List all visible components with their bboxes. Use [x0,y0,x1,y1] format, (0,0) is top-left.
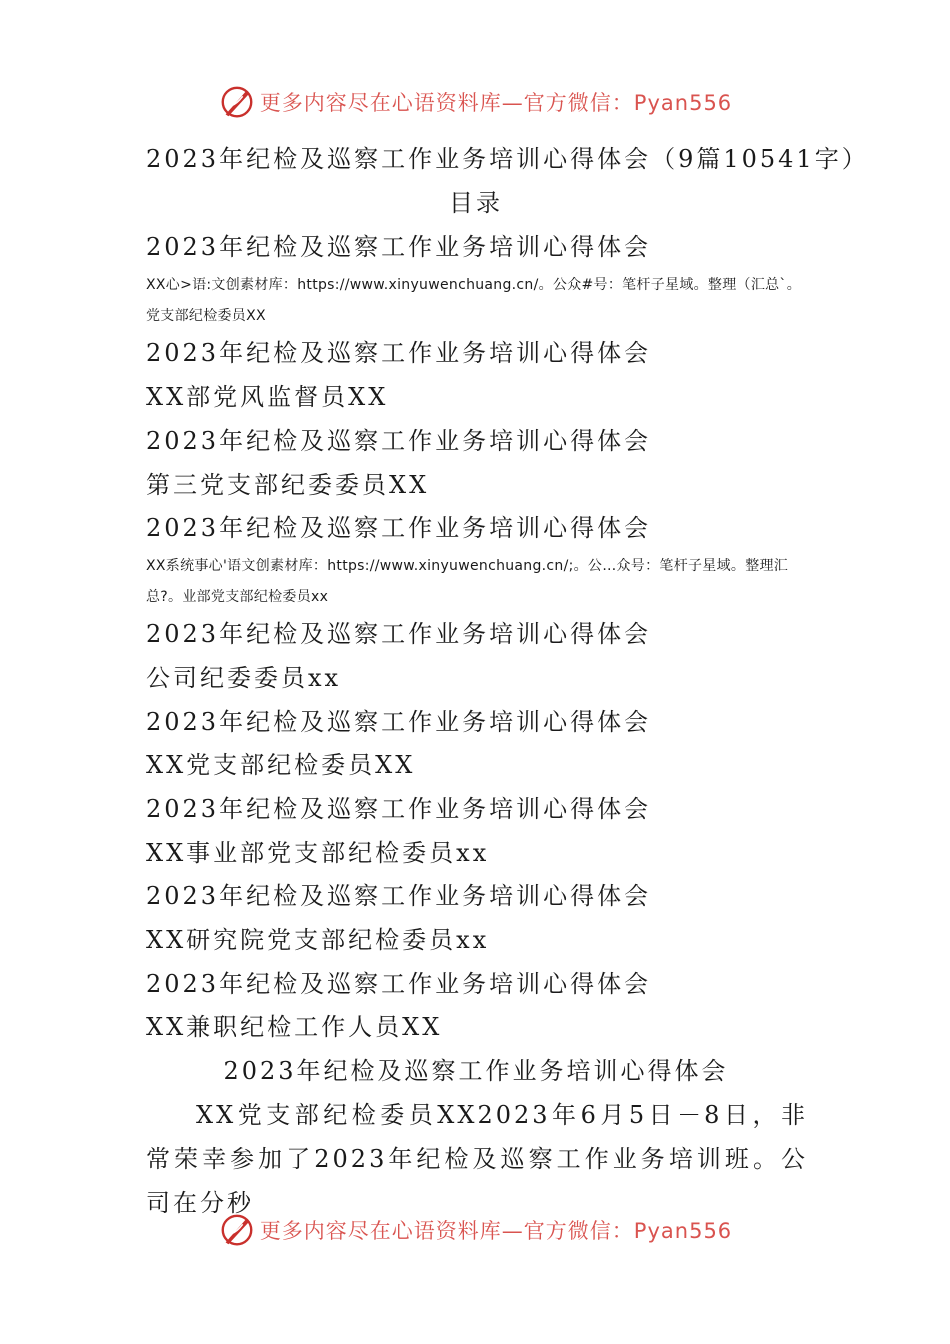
toc-entry: 2023年纪检及巡察工作业务培训心得体会 [146,882,652,910]
toc-entry: XX研究院党支部纪检委员xx [146,926,490,954]
toc-entry: XX党支部纪检委员XX [146,751,416,779]
toc-entry: XX心>语:文创素材库：https://www.xinyuwenchuang.cn/。公众#号：笔杆子星域。整理（汇总`。党支部纪检委员XX [146,277,802,324]
section-title: 2023年纪检及巡察工作业务培训心得体会 [223,1057,729,1085]
toc-entry: 2023年纪检及巡察工作业务培训心得体会 [146,427,652,455]
body-paragraph: XX党支部纪检委员XX2023年6月5日－8日，非常荣幸参加了2023年纪检及巡察工作业务培训班。公司在分秒 [146,1101,808,1217]
watermark-banner-bottom [0,1210,950,1250]
watermark-text: 更多内容尽在心语资料库—官方微信：Pyan556 [259,1219,733,1243]
toc-entry: 2023年纪检及巡察工作业务培训心得体会 [146,620,652,648]
watermark-banner-top [0,82,950,122]
document-title: 2023年纪检及巡察工作业务培训心得体会（9篇10541字） [146,145,869,173]
toc-entry: 2023年纪检及巡察工作业务培训心得体会 [146,970,652,998]
toc-entry: 2023年纪检及巡察工作业务培训心得体会 [146,233,652,261]
toc-entry: 2023年纪检及巡察工作业务培训心得体会 [146,795,652,823]
toc-entry: XX系统事心'语文创素材库：https://www.xinyuwenchuang.cn/;。公…众号：笔杆子星域。整理汇总?。业部党支部纪检委员xx [146,558,789,605]
toc-entry: XX事业部党支部纪检委员xx [146,839,490,867]
toc-entry: 2023年纪检及巡察工作业务培训心得体会 [146,339,652,367]
toc-heading: 目录 [449,189,503,217]
pen-logo-icon [218,83,256,121]
toc-entry: XX兼职纪检工作人员XX [146,1013,443,1041]
toc-entry: 公司纪委委员xx [146,664,342,692]
watermark-text: 更多内容尽在心语资料库—官方微信：Pyan556 [259,91,733,115]
pen-logo-icon [218,1211,256,1249]
toc-entry: 2023年纪检及巡察工作业务培训心得体会 [146,708,652,736]
toc-entry: 2023年纪检及巡察工作业务培训心得体会 [146,514,652,542]
toc-entry: XX部党风监督员XX [146,383,389,411]
toc-entry: 第三党支部纪委委员XX [146,471,430,499]
